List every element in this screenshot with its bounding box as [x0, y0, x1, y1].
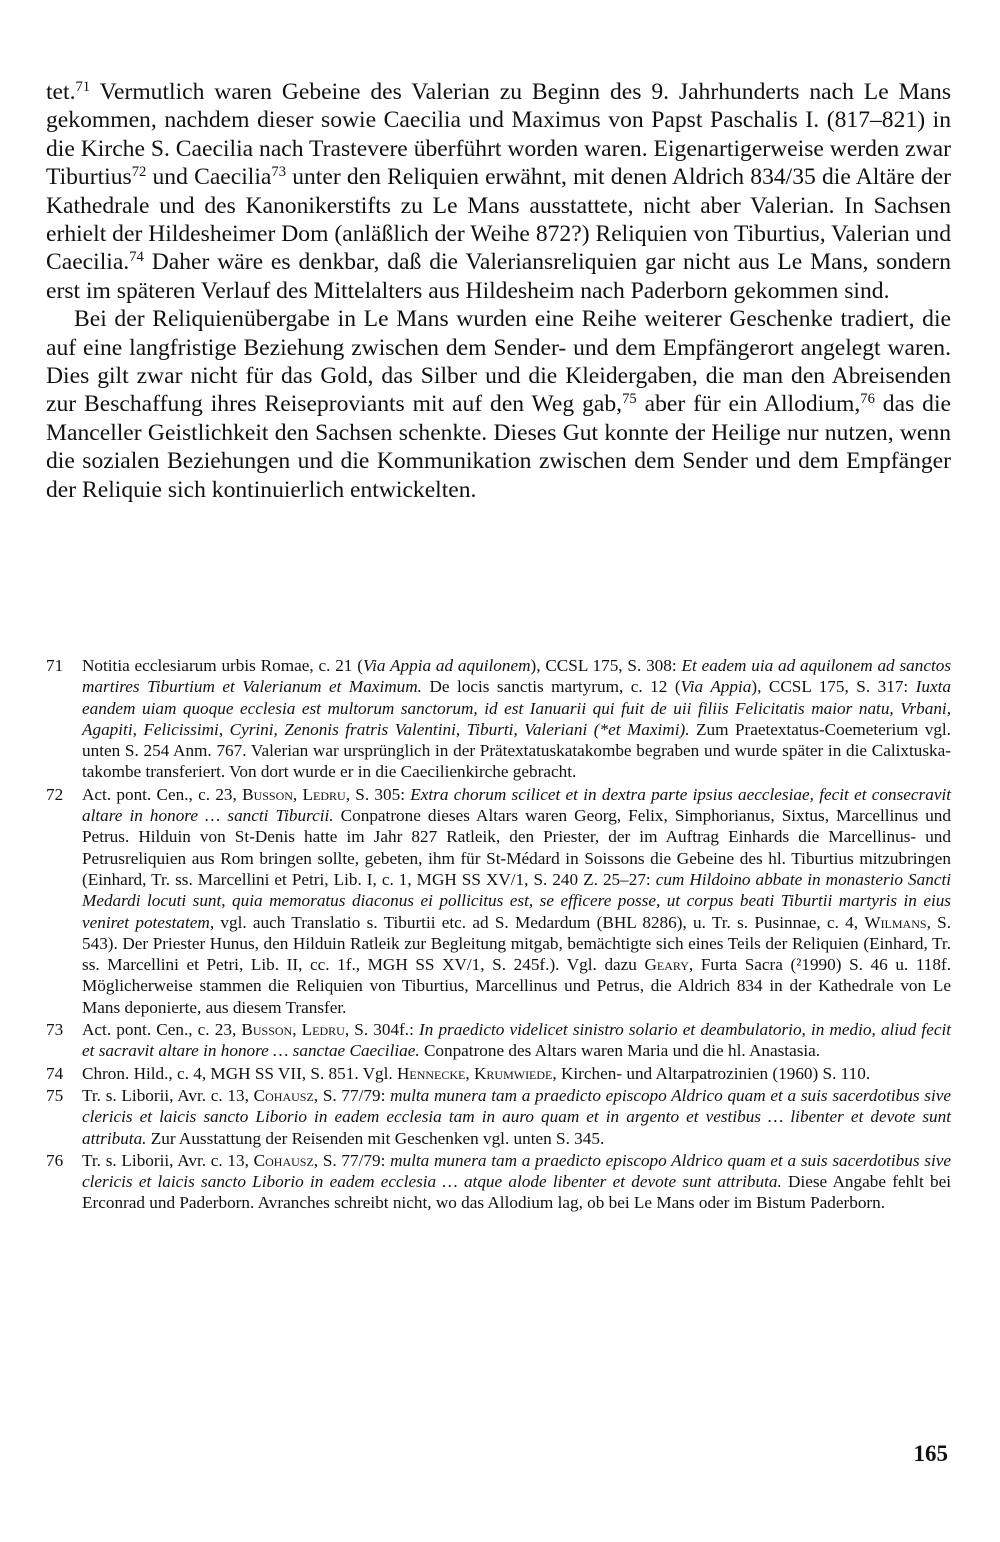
footnote-number: 75 — [46, 1085, 64, 1105]
text-run: , vgl. auch Translatio s. Tiburtii etc. ad S. Medardum (BHL 8286), u. Tr. s. Pusinnae, c. 4, — [209, 912, 865, 932]
footnote-text — [82, 784, 951, 1018]
text-run: , S. 305: — [345, 784, 411, 804]
text-run: Vermutlich waren Gebeine des Valerian zu Beginn des 9. Jahrhunderts nach Le Mans gekommen, nachdem dieser sowie Caecilia und Maximus von Papst Paschalis I. (817–821) in die Kirche S. Caecilia nach Trastevere überführt worden waren. Eigenartigerweise werden zwar Tiburtius — [46, 79, 951, 191]
paragraph-1 — [46, 78, 951, 305]
footnote-reference: 72 — [131, 164, 147, 181]
text-run: De locis sanctis martyrum, c. 12 ( — [421, 677, 681, 697]
latin-quotation: Via Appia ad aquilonem — [362, 656, 531, 675]
latin-quotation: Iuxta eandem uiam quoque ecclesia est multorum sanctorum, id est Ianuarii qui fuit de uii filiis Felicitatis maior natu, Vrbani, Agapiti, Felicissimi, Cyrini, Zenonis fratris Valentini, Tiburti, Valeriani (*et Maximi). — [82, 677, 951, 739]
footnote-75 — [46, 1085, 951, 1149]
text-run: Tr. s. Liborii, Avr. c. 13, — [82, 1150, 254, 1170]
text-run: , Furta Sacra (²1990) S. 46 u. 118f. Möglicherweise stammen die Reliquien von Tiburtius, Marcellinus und Petrus, die Aldrich 834 in der Kathedrale von Le Mans deponierte, aus diesem Transfer. — [82, 955, 951, 1017]
text-run: ), CCSL 175, S. 317: — [751, 677, 916, 697]
footnote-reference: 71 — [75, 78, 91, 95]
text-run: , S. 304f.: — [344, 1020, 419, 1040]
text-run: Zur Ausstattung der Reisenden mit Geschenken vgl. unten S. 345. — [146, 1128, 605, 1148]
text-run: Conpatrone dieses Altars waren Georg, Felix, Simphorianus, Sixtus, Marcellinus und Petrus. Hilduin von St-Denis hatte im Jahr 827 Ratleik, den Priester, der im Auftrag Einhards die Marcellinus- und Petrusreliquien aus Rom bringen sollte, gebeten, ihm für St-Médard in Soissons die Gebeine des hl. Tiburtius mitzubringen (Einhard, Tr. ss. Marcellini et Petri, Lib. I, c. 1, MGH SS XV/1, S. 240 Z. 25–27: — [82, 806, 951, 889]
footnote-reference: 73 — [271, 164, 287, 181]
text-run: Diese Angabe fehlt bei Erconrad und Paderborn. Avranches schreibt nicht, wo das Allodium lag, ob bei Le Mans oder im Bistum Paderborn. — [82, 1172, 951, 1213]
text-run: , S. 77/79: — [313, 1150, 391, 1170]
footnote-reference: 74 — [129, 249, 144, 266]
latin-quotation: multa munera tam a praedicto episcopo Aldrico quam et a suis sacerdotibus sive clericis et laicis sancto Liborio in eadem ecclesia tam in auro quam et in argento et vestibus … libenter et devote sunt attributa. — [82, 1085, 951, 1148]
text-run: , — [465, 1063, 474, 1083]
text-run: das die Manceller Geistlichkeit den Sachsen schenkte. Dieses Gut konnte der Heilige nur nutzen, wenn die sozialen Beziehungen und die Kommunikation zwischen dem Sender und dem Empfänger der Reliquie sich kontinuierlich entwickelten. — [46, 391, 951, 503]
text-run: Notitia ecclesiarum urbis Romae, c. 21 ( — [82, 656, 363, 675]
footnotes-section — [46, 655, 951, 1215]
text-run: , Kirchen- und Altarpatrozinien (1960) S. 110. — [552, 1063, 871, 1083]
footnote-text — [82, 1063, 951, 1084]
author-name: Krumwiede — [473, 1063, 553, 1083]
footnote-number: 72 — [46, 784, 64, 804]
footnote-72 — [46, 784, 951, 1018]
footnote-number: 73 — [46, 1020, 64, 1040]
text-run: Chron. Hild., c. 4, MGH SS VII, S. 851. Vgl. — [82, 1063, 397, 1083]
text-run: unter den Reliquien erwähnt, mit denen Aldrich 834/35 die Altäre der Kathedrale und des Kanonikerstifts zu Le Mans ausstattete, nicht aber Valerian. In Sachsen erhielt der Hildesheimer Dom (anläßlich der Weihe 872?) Reliquien von Tiburtius, Valerian und Caecilia. — [46, 164, 951, 276]
text-run: , S. 543). Der Priester Hunus, den Hilduin Ratleik zur Begleitung mitgab, bemächtigte sich eines Teils der Reliquien (Einhard, Tr. ss. Marcellini et Petri, Lib. II, cc. 1f., MGH SS XV/1, S. 245f.). Vgl. dazu — [82, 912, 951, 975]
text-run: tet. — [46, 79, 76, 105]
footnote-73 — [46, 1019, 951, 1062]
footnote-text — [82, 1019, 951, 1062]
text-run: Conpatrone des Altars waren Maria und die hl. Anastasia. — [419, 1041, 821, 1061]
footnote-76 — [46, 1150, 951, 1214]
author-name: Busson — [241, 1020, 293, 1040]
text-run: ), CCSL 175, S. 308: — [530, 656, 682, 675]
author-name: Ledru — [301, 1020, 345, 1040]
author-name: Wilmans — [864, 912, 927, 932]
footnote-text — [82, 655, 951, 783]
footnote-number: 76 — [46, 1150, 64, 1170]
author-name: Cohausz — [253, 1150, 314, 1170]
author-name: Busson — [242, 784, 293, 804]
footnote-reference: 75 — [622, 391, 637, 408]
author-name: Hennecke — [396, 1063, 466, 1083]
author-name: Cohausz — [253, 1085, 314, 1105]
text-run: und Caecilia — [146, 164, 272, 191]
text-run: Act. pont. Cen., c. 23, — [82, 784, 243, 804]
author-name: Ledru — [302, 784, 346, 804]
footnote-number: 74 — [46, 1063, 64, 1083]
latin-quotation: Et eadem uia ad aquilonem ad sanctos martires Tiburtium et Valerianum et Maximum. — [82, 656, 952, 697]
latin-quotation: In praedicto videlicet sinistro solario et deambulatorio, in medio, aliud fecit et sacravit altare in honore … sanctae Caeciliae. — [82, 1020, 952, 1061]
text-run: aber für ein Allodium, — [636, 391, 861, 418]
text-run: Daher wäre es denkbar, daß die Valeriansreliquien gar nicht aus Le Mans, sondern erst im späteren Verlauf des Mittelalters aus Hildesheim nach Paderborn gekommen sind. — [46, 249, 951, 304]
latin-quotation: multa munera tam a praedicto episcopo Aldrico quam et a suis sacerdotibus sive clericis et laicis sancto Liborio in eadem ecclesia … atque alode libenter et devote sunt attributa. — [82, 1150, 951, 1192]
footnote-text — [82, 1150, 951, 1214]
page-number: 165 — [913, 1441, 948, 1466]
footnote-number: 71 — [46, 656, 64, 675]
footnote-reference: 76 — [860, 391, 875, 408]
paragraph-2 — [46, 305, 951, 504]
text-run: Bei der Reliquienübergabe in Le Mans wurden eine Reihe weiterer Geschenke tradiert, die auf eine langfristige Beziehung zwischen dem Sender- und dem Empfängerort angelegt waren. Dies gilt zwar nicht für das Gold, das Silber und die Kleidergaben, die man den Abreisenden zur Beschaffung ihres Reiseproviants mit auf den Weg gab, — [46, 306, 951, 418]
text-run: , — [292, 784, 303, 804]
latin-quotation: Extra chorum scilicet et in dextra parte ipsius aecclesiae, fecit et consecravit altare in honore … sancti Tiburcii. — [82, 784, 951, 826]
text-run: Act. pont. Cen., c. 23, — [82, 1020, 242, 1040]
author-name: Geary — [644, 955, 689, 975]
main-text — [46, 78, 951, 504]
footnote-text — [82, 1085, 951, 1149]
text-run: , S. 77/79: — [313, 1085, 391, 1105]
text-run: Zum Praetextatus-Coemeterium vgl. unten S. 254 Anm. 767. Valerian war ursprünglich in der Prätextatuskatakombe begraben und wurde später in die Calixtuskatakombe transferiert. Von dort wurde er in die Caecilienkirche gebracht. — [82, 719, 951, 782]
footnote-71 — [46, 655, 951, 783]
text-run: Tr. s. Liborii, Avr. c. 13, — [82, 1085, 254, 1105]
text-run: , — [292, 1020, 302, 1040]
latin-quotation: Via Appia — [680, 677, 752, 697]
latin-quotation: cum Hildoino abbate in monasterio Sancti Medardi locuti sunt, quia memoratus diaconus ei pollicitus est, se efficere posse, ut corpus beati Tiburtii martyris in eius veniret potestatem — [82, 869, 951, 932]
footnote-74 — [46, 1063, 951, 1084]
